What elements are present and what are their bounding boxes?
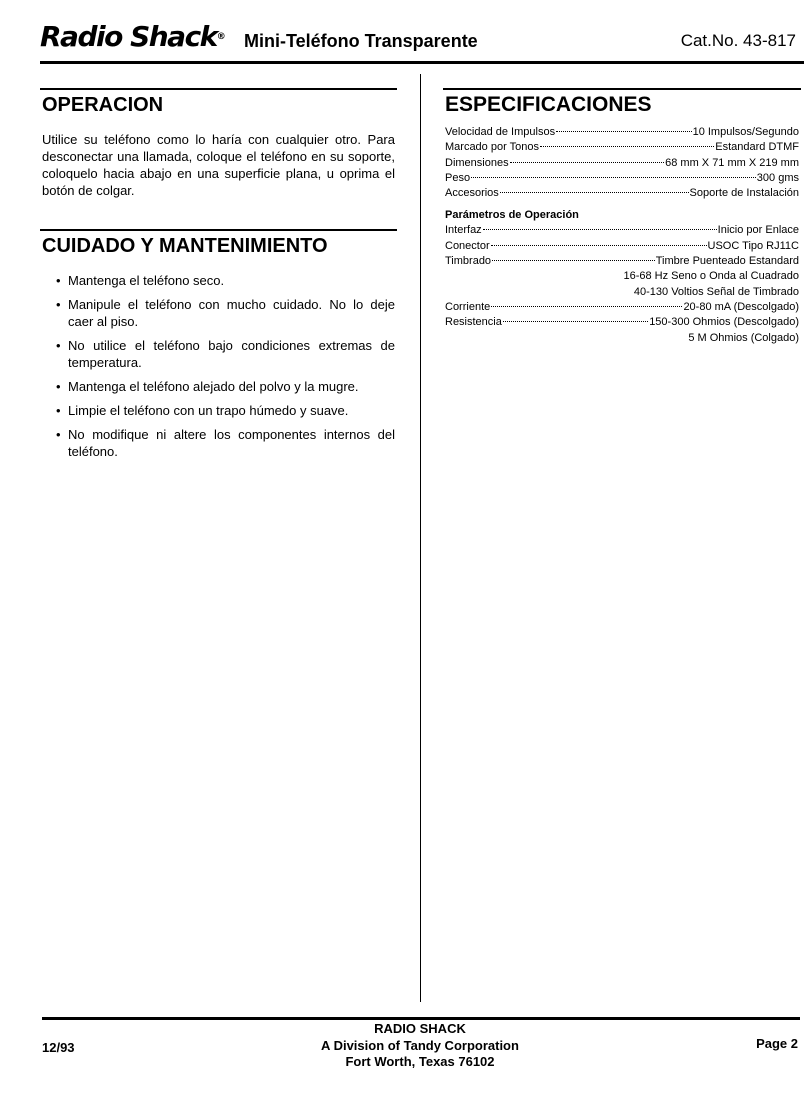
leader-dots xyxy=(483,229,717,230)
catalog-number: Cat.No. 43-817 xyxy=(680,31,796,50)
spec-row xyxy=(445,239,799,254)
spec-value: Timbre Puenteado Estandard xyxy=(655,255,799,268)
spec-row xyxy=(445,186,799,201)
spec-row xyxy=(445,171,799,186)
spec-label: Velocidad de Impulsos xyxy=(445,126,556,138)
footer-company: RADIO SHACK xyxy=(374,1021,466,1036)
section-rule xyxy=(40,88,397,90)
right-column xyxy=(445,88,799,346)
list-item: • No modifique ni altere los componentes internos del teléfono. xyxy=(42,426,395,460)
list-item: • Manipule el teléfono con mucho cuidado. No lo deje caer al piso. xyxy=(42,296,395,330)
operacion-text: Utilice su teléfono como lo haría con cualquier otro. Para desconectar una llamada, coloque el teléfono en su soporte, coloquelo hacia abajo en una superficie plana, u oprima el botón de colgar. xyxy=(42,132,395,198)
list-item: • No utilice el teléfono bajo condiciones extremas de temperatura. xyxy=(42,337,395,371)
spec-label: Resistencia xyxy=(445,316,502,329)
leader-dots xyxy=(491,306,682,307)
spec-value: 10 Impulsos/Segundo xyxy=(692,126,799,138)
especificaciones-heading: ESPECIFICACIONES xyxy=(445,93,652,116)
header-rule xyxy=(40,61,804,64)
leader-dots xyxy=(500,192,689,193)
page-number: Page 2 xyxy=(756,1036,798,1051)
spec-row xyxy=(445,156,799,171)
spec-row xyxy=(445,300,799,315)
spec-value: USOC Tipo RJ11C xyxy=(707,239,799,252)
spec-continuation: 5 M Ohmios (Colgado) xyxy=(688,331,799,344)
spec-label: Interfaz xyxy=(445,224,482,237)
list-item: • Limpie el teléfono con un trapo húmedo y suave. xyxy=(42,402,395,419)
leader-dots xyxy=(556,131,692,132)
radio-shack-logo xyxy=(40,20,226,54)
leader-dots xyxy=(491,245,707,246)
registered-mark: ® xyxy=(216,32,226,42)
spec-row xyxy=(445,254,799,269)
spec-value: Soporte de Instalación xyxy=(689,187,799,200)
left-column xyxy=(42,88,395,467)
section-rule xyxy=(40,229,397,231)
spec-value: 150-300 Ohmios (Descolgado) xyxy=(649,316,799,329)
section-rule xyxy=(443,88,801,90)
spec-value: Estandard DTMF xyxy=(715,141,799,154)
spec-value: 300 gms xyxy=(756,171,799,184)
spec-table xyxy=(445,125,799,346)
params-heading: Parámetros de Operación xyxy=(445,209,579,222)
spec-label: Marcado por Tonos xyxy=(445,141,539,154)
spec-row xyxy=(445,125,799,140)
cuidado-heading: CUIDADO Y MANTENIMIENTO xyxy=(42,235,328,257)
operacion-section xyxy=(42,88,395,199)
leader-dots xyxy=(471,177,756,178)
leader-dots xyxy=(503,321,648,322)
list-item: • Mantenga el teléfono alejado del polvo y la mugre. xyxy=(42,378,395,395)
list-item: • Mantenga el teléfono seco. xyxy=(42,272,395,289)
cuidado-section xyxy=(42,229,395,460)
spec-continuation: 40-130 Voltios Señal de Timbrado xyxy=(633,285,799,298)
footer-address: Fort Worth, Texas 76102 xyxy=(345,1054,495,1069)
spec-row xyxy=(445,140,799,155)
spec-label: Timbrado xyxy=(445,255,492,268)
spec-label: Accesorios xyxy=(445,187,499,200)
spec-value: 20-80 mA (Descolgado) xyxy=(683,300,799,313)
footer-date: 12/93 xyxy=(42,1040,75,1055)
leader-dots xyxy=(540,146,714,147)
footer-rule xyxy=(42,1017,800,1020)
column-divider xyxy=(420,74,421,1002)
footer-company-block xyxy=(260,1021,580,1071)
leader-dots xyxy=(492,260,655,261)
logo-text: Radio Shack xyxy=(40,20,217,53)
spec-row xyxy=(445,315,799,330)
spec-row xyxy=(445,223,799,238)
spec-continuation: 16-68 Hz Seno o Onda al Cuadrado xyxy=(623,270,799,283)
spec-label: Conector xyxy=(445,239,490,252)
footer-division: A Division of Tandy Corporation xyxy=(321,1037,519,1053)
spec-label: Dimensiones xyxy=(445,156,509,169)
spec-label: Peso xyxy=(445,171,471,184)
document-title: Mini-Teléfono Transparente xyxy=(244,31,478,51)
spec-value: 68 mm X 71 mm X 219 mm xyxy=(665,156,799,169)
leader-dots xyxy=(510,162,665,163)
spec-value: Inicio por Enlace xyxy=(717,224,799,237)
operacion-heading: OPERACION xyxy=(42,94,164,116)
care-list xyxy=(42,272,395,460)
spec-label: Corriente xyxy=(445,300,491,313)
